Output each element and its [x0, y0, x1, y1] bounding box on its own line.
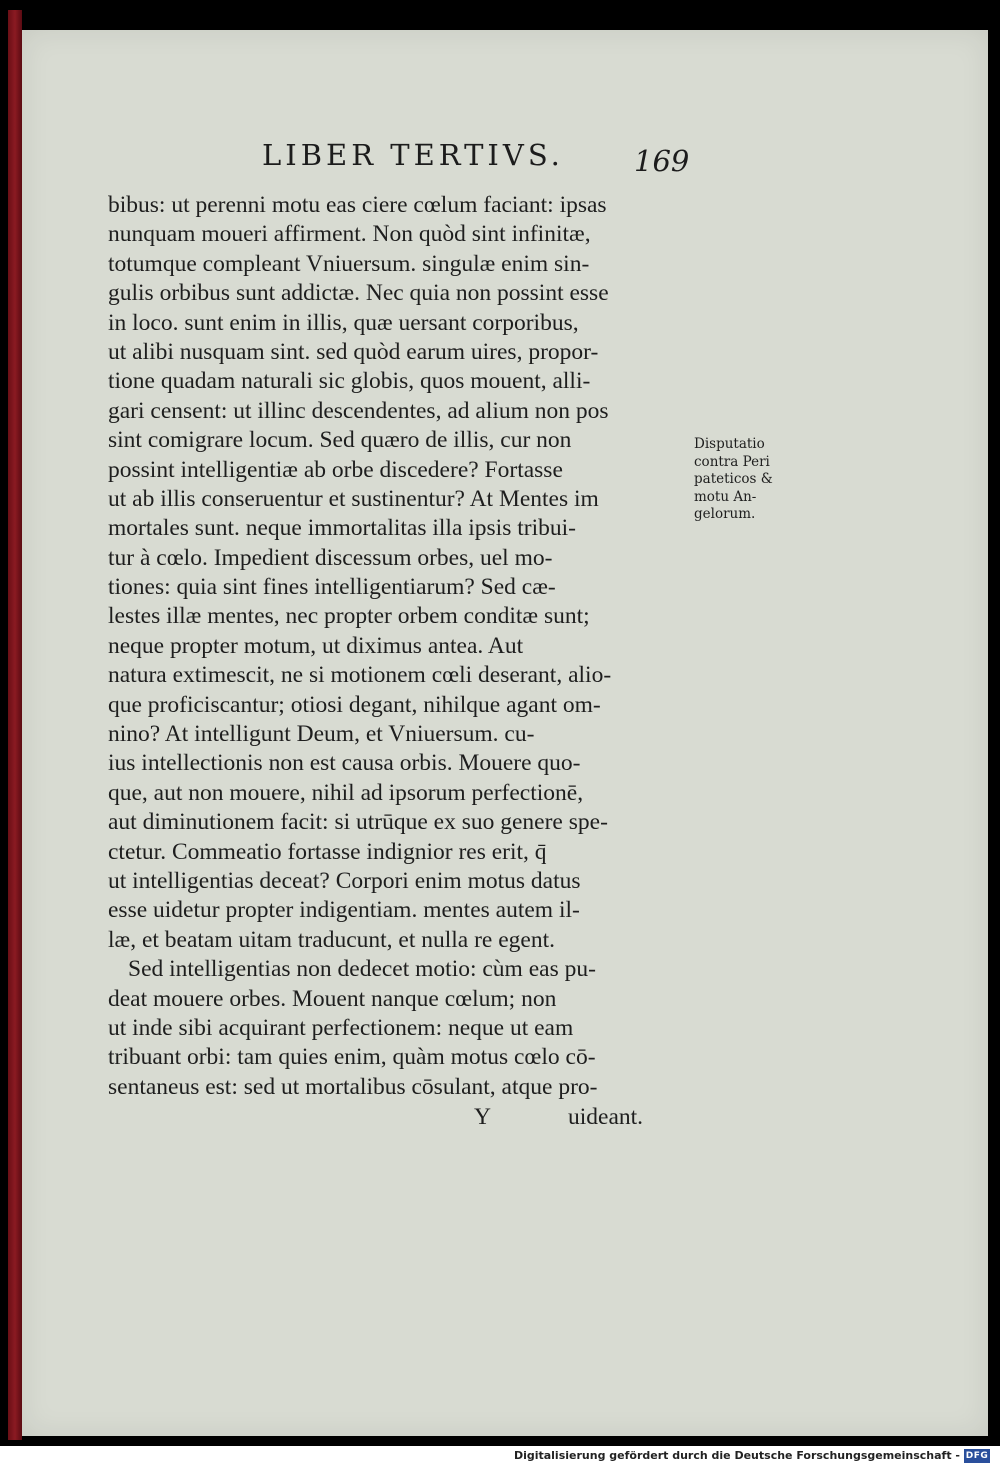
text-line: gari censent: ut illinc descendentes, ad alium non pos	[108, 397, 609, 424]
signature-mark: Y	[474, 1104, 491, 1130]
text-line: ut intelligentias deceat? Corpori enim motus datus	[108, 867, 581, 894]
dfg-logo: DFG	[965, 1451, 989, 1461]
text-line: nunquam moueri affirment. Non quòd sint infinitæ,	[108, 221, 591, 248]
text-line: totumque compleant Vniuersum. singulæ enim sin-	[108, 250, 590, 277]
margin-note-line: gelorum.	[694, 506, 756, 522]
text-line: sentaneus est: sed ut mortalibus cōsulant, atque pro-	[108, 1073, 598, 1100]
text-line: possint intelligentiæ ab orbe discedere? Fortasse	[108, 456, 563, 483]
margin-note-line: contra Peri	[694, 453, 770, 470]
text-line: ctetur. Commeatio fortasse indignior res erit, q̄	[108, 838, 547, 865]
text-line: tione quadam naturali sic globis, quos mouent, alli-	[108, 368, 591, 395]
text-line: deat mouere orbes. Mouent nanque cœlum; non	[108, 985, 557, 1012]
book-edge	[8, 10, 22, 1440]
page-number: 169	[634, 144, 690, 178]
text-line: lestes illæ mentes, nec propter orbem conditæ sunt;	[108, 603, 590, 630]
text-line: Sed intelligentias non dedecet motio: cùm eas pu-	[128, 956, 596, 983]
text-line: ius intellectionis non est causa orbis. Mouere quo-	[108, 750, 581, 777]
text-line: sint comigrare locum. Sed quæro de illis, cur non	[108, 427, 572, 454]
text-line: tribuant orbi: tam quies enim, quàm motus cœlo cō-	[108, 1044, 596, 1071]
text-line: bibus: ut perenni motu eas ciere cœlum faciant: ipsas	[108, 192, 607, 218]
text-line: tiones: quia sint fines intelligentiarum? Sed cæ-	[108, 574, 556, 601]
text-line: gulis orbibus sunt addictæ. Nec quia non possint esse	[108, 280, 609, 307]
text-line: nino? At intelligunt Deum, et Vniuersum. cu-	[108, 721, 535, 748]
margin-note	[694, 436, 794, 524]
text-line: neque propter motum, ut diximus antea. Aut	[108, 632, 524, 659]
text-line: que, aut non mouere, nihil ad ipsorum perfectionē,	[108, 779, 584, 806]
text-line: læ, et beatam uitam traducunt, et nulla re egent.	[108, 926, 555, 953]
text-line: tur à cœlo. Impedient discessum orbes, uel mo-	[108, 544, 553, 571]
text-line: in loco. sunt enim in illis, quæ uersant corporibus,	[108, 309, 579, 336]
text-line: mortales sunt. neque immortalitas illa ipsis tribui-	[108, 515, 576, 542]
text-line: ut inde sibi acquirant perfectionem: neque ut eam	[108, 1014, 574, 1041]
margin-note-line: Disputatio	[694, 436, 765, 452]
text-line: que proficiscantur; otiosi degant, nihilque agant om-	[108, 691, 601, 718]
text-line: esse uidetur propter indigentiam. mentes autem il-	[108, 897, 580, 924]
text-line: ut alibi nusquam sint. sed quòd earum uires, propor-	[108, 338, 599, 365]
text-line: ut ab illis conseruentur et sustinentur? At Mentes im	[108, 485, 599, 512]
funding-notice: Digitalisierung gefördert durch die Deutsche Forschungsgemeinschaft -	[513, 1449, 960, 1462]
text-line: aut diminutionem facit: si utrūque ex suo genere spe-	[108, 809, 608, 836]
footer-bar	[0, 1446, 1000, 1467]
running-header: LIBER TERTIVS.	[262, 138, 564, 172]
margin-note-line: pateticos &	[694, 471, 773, 487]
catchword: uideant.	[568, 1104, 644, 1130]
text-line: natura extimescit, ne si motionem cœli deserant, alio-	[108, 662, 612, 689]
body-text	[108, 191, 688, 1102]
catchword-line	[108, 1104, 688, 1134]
margin-note-line: motu An-	[694, 488, 757, 505]
